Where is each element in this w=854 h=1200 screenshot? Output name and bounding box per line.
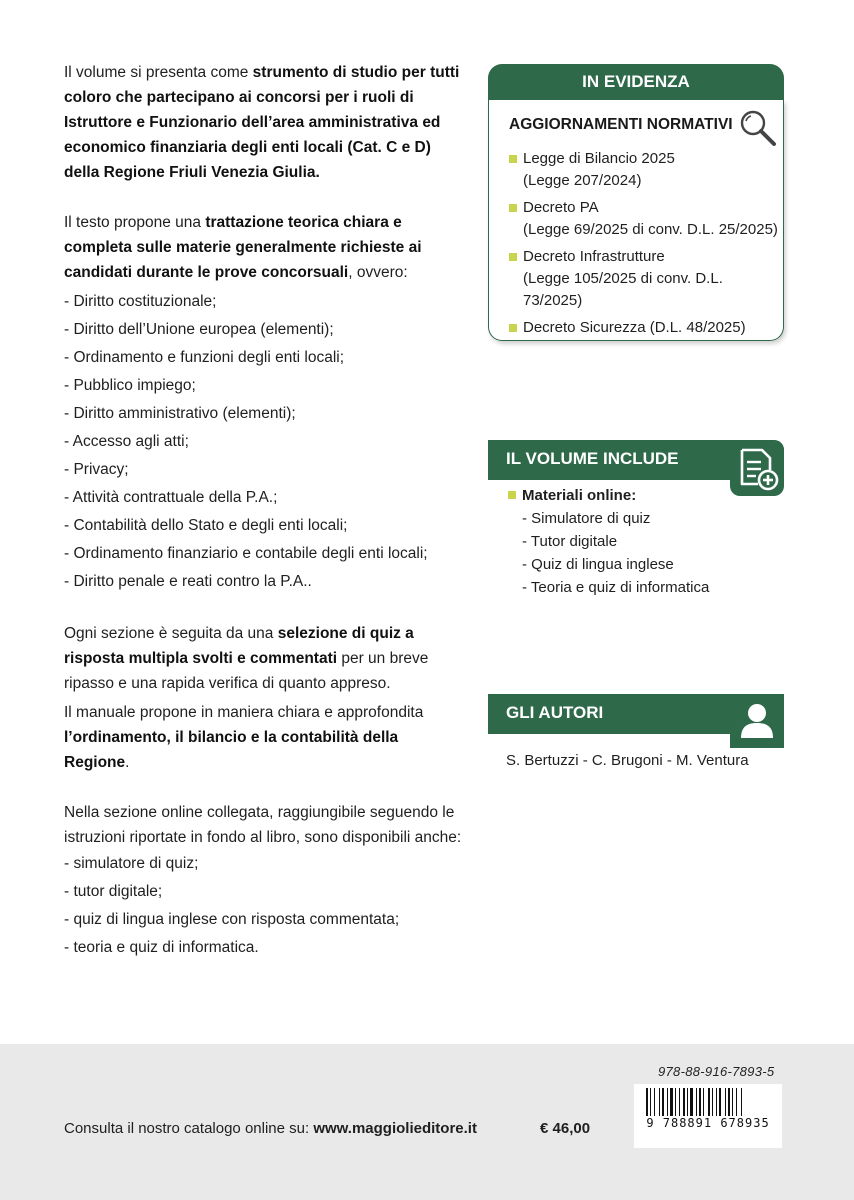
list-item: - Diritto costituzionale; — [64, 293, 217, 310]
list-item: - Simulatore di quiz — [522, 510, 651, 527]
list-item: - Privacy; — [64, 461, 129, 478]
authors-header-label: GLI AUTORI — [506, 703, 604, 722]
intro-paragraph-3 — [64, 621, 464, 696]
highlight-subtitle: AGGIORNAMENTI NORMATIVI — [509, 116, 733, 133]
person-icon — [730, 694, 784, 748]
catalog-text: Consulta il nostro catalogo online su: — [64, 1120, 314, 1137]
text: Il manuale propone in maniera chiara e approfondita — [64, 704, 424, 721]
list-item: - Contabilità dello Stato e degli enti locali; — [64, 517, 348, 534]
includes-list — [508, 484, 709, 599]
list-item: - Ordinamento finanziario e contabile degli enti locali; — [64, 545, 428, 562]
item-title: Decreto Sicurezza (D.L. 48/2025) — [523, 319, 746, 336]
list-item: - Tutor digitale — [522, 533, 618, 550]
bold-text: l’ordinamento, il bilancio e la contabilità della Regione — [64, 729, 399, 771]
list-item: - Attività contrattuale della P.A.; — [64, 489, 278, 506]
list-item — [509, 317, 779, 339]
includes-header-label: IL VOLUME INCLUDE — [506, 449, 679, 468]
price: € 46,00 — [540, 1120, 591, 1137]
item-title: Legge di Bilancio 2025 — [523, 150, 675, 167]
bullet-icon — [509, 155, 517, 163]
barcode-digits: 9 788891 678935 — [634, 1116, 782, 1130]
item-detail: (Legge 207/2024) — [523, 172, 642, 189]
list-item: - Diritto amministrativo (elementi); — [64, 405, 296, 422]
text: . — [125, 754, 130, 771]
intro-paragraph-4 — [64, 700, 464, 775]
includes-title — [508, 484, 709, 507]
item-title: Decreto PA — [523, 199, 599, 216]
includes-title-label: Materiali online: — [522, 487, 637, 504]
magnifier-icon — [737, 108, 779, 150]
highlight-header: IN EVIDENZA — [488, 64, 784, 100]
subjects-list — [64, 288, 464, 596]
bold-text: selezione di quiz a risposta multipla svolti e commentati — [64, 625, 414, 667]
bullet-icon — [508, 491, 516, 499]
bold-text: strumento di studio per tutti coloro che partecipano ai concorsi per i ruoli di Istruttore e Funzionario dell’area amministrativa ed economico finanziaria degli enti locali (Cat. C e D) della Regione Friuli Venezia Giulia. — [64, 64, 460, 181]
authors-names: S. Bertuzzi - C. Brugoni - M. Ventura — [506, 752, 749, 769]
bullet-icon — [509, 324, 517, 332]
intro-paragraph-1 — [64, 60, 464, 185]
bullet-icon — [509, 253, 517, 261]
intro-paragraph-5: Nella sezione online collegata, raggiungibile seguendo le istruzioni riportate in fondo al libro, sono disponibili anche: — [64, 804, 462, 846]
list-item — [509, 148, 779, 192]
list-item: - Diritto dell’Unione europea (elementi); — [64, 321, 334, 338]
item-detail: (Legge 69/2025 di conv. D.L. 25/2025) — [523, 221, 778, 238]
catalog-link[interactable]: www.maggiolieditore.it — [313, 1120, 477, 1137]
list-item: - quiz di lingua inglese con risposta commentata; — [64, 911, 400, 928]
text: Il volume si presenta come — [64, 64, 253, 81]
online-list — [64, 850, 464, 962]
list-item: - Diritto penale e reati contro la P.A.. — [64, 573, 312, 590]
normative-list — [509, 148, 779, 344]
text: Ogni sezione è seguita da una — [64, 625, 278, 642]
list-item: - Pubblico impiego; — [64, 377, 196, 394]
isbn-code: 978-88-916-7893-5 — [658, 1064, 775, 1079]
bold-text: trattazione teorica chiara e completa sulle materie generalmente richieste ai candidati durante le prove concorsuali — [64, 214, 422, 281]
highlight-panel — [488, 64, 784, 342]
item-detail: (Legge 105/2025 di conv. D.L. 73/2025) — [523, 270, 723, 309]
text: , ovvero: — [348, 264, 408, 281]
text: per un breve ripasso e una rapida verifica di quanto appreso. — [64, 650, 429, 692]
item-title: Decreto Infrastrutture — [523, 248, 665, 265]
list-item: - tutor digitale; — [64, 883, 163, 900]
description-column — [64, 60, 464, 962]
list-item — [509, 246, 779, 312]
list-item: - Quiz di lingua inglese — [522, 556, 674, 573]
list-item: - Accesso agli atti; — [64, 433, 189, 450]
list-item: - teoria e quiz di informatica. — [64, 939, 259, 956]
document-add-icon — [730, 440, 784, 496]
intro-paragraph-2 — [64, 210, 464, 285]
list-item: - simulatore di quiz; — [64, 855, 199, 872]
list-item — [509, 197, 779, 241]
list-item: - Teoria e quiz di informatica — [522, 579, 710, 596]
bullet-icon — [509, 204, 517, 212]
highlight-box — [488, 100, 784, 341]
list-item: - Ordinamento e funzioni degli enti locali; — [64, 349, 345, 366]
catalog-line — [64, 1120, 477, 1137]
text: Il testo propone una — [64, 214, 206, 231]
